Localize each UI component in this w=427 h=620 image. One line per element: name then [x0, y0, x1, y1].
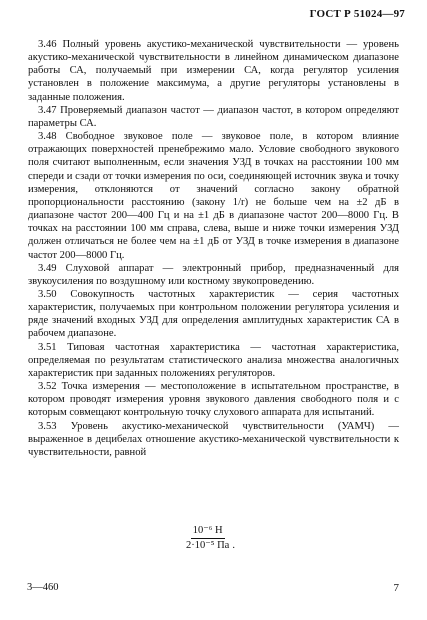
paragraph-3-49: 3.49 Слуховой аппарат — электронный прибор, предназначенный для звукоусиления по воздушному или костному звукопроведению.: [28, 262, 399, 287]
footer-print-code: 3—460: [27, 582, 59, 593]
paragraph-3-50: 3.50 Совокупность частотных характеристик — серия частотных характеристик, получаемых при контрольном положении регулятора усиления и ряде значений входных УЗД для определения амплитудных характеристик СА в рабочем диапазоне.: [28, 288, 399, 340]
standard-code: ГОСТ Р 51024—97: [309, 8, 405, 20]
paragraph-3-46: 3.46 Полный уровень акустико-механической чувствительности — уровень акустико-механической чувствительности в линейном динамическом диапазоне работы СА, получаемый при измерении СА, когда регулятор усиления установлен в положение максимума, а другие регуляторы установлены в заданные положения.: [28, 39, 399, 103]
document-body: [28, 38, 399, 459]
paragraph-3-51: 3.51 Типовая частотная характеристика — частотная характеристика, определяемая по результатам статистического анализа множества аналогичных характеристик при заданных положениях регуляторов.: [28, 341, 399, 379]
paragraph-3-52: 3.52 Точка измерения — местоположение в испытательном пространстве, в котором проводят измерения уровня звукового давления свободного поля и с которым совмещают контрольную точку слухового аппарата для испытаний.: [28, 381, 399, 419]
page-number: 7: [393, 582, 399, 594]
formula-fraction: [184, 525, 231, 552]
formula-period: .: [232, 540, 235, 551]
formula-numerator: 10⁻⁶ Н: [191, 525, 225, 539]
paragraph-3-48: 3.48 Свободное звуковое поле — звуковое поле, в котором влияние отражающих поверхностей пренебрежимо мало. Условие свободного звукового поля считают выполненным, если значения УЗД в точках на расстоянии 100 мм спереди и сзади от точки измерения по оси, соединяющей источник звука и точку измерения, отклоняются от значений согласно закону обратной пропорциональности расстоянию (закону 1/r) не больше чем на ±2 дБ в диапазоне частот 200—400 Гц и на ±1 дБ в диапазоне частот 200—8000 Гц. В точках на расстоянии 100 мм справа, слева, выше и ниже точки измерения УЗД должен отличаться не более чем на ±1 дБ от УЗД в точке измерения в диапазоне частот 200—8000 Гц.: [28, 131, 399, 261]
sensitivity-formula: [184, 525, 235, 552]
document-header: [310, 8, 405, 20]
paragraph-3-53: 3.53 Уровень акустико-механической чувствительности (УАМЧ) — выраженное в децибелах отношение акустико-механической чувствительности к чувствительности, равной: [28, 420, 399, 458]
paragraph-3-47: 3.47 Проверяемый диапазон частот — диапазон частот, в котором определяют параметры СА.: [28, 104, 399, 129]
formula-denominator: 2·10⁻⁵ Па: [186, 540, 230, 551]
